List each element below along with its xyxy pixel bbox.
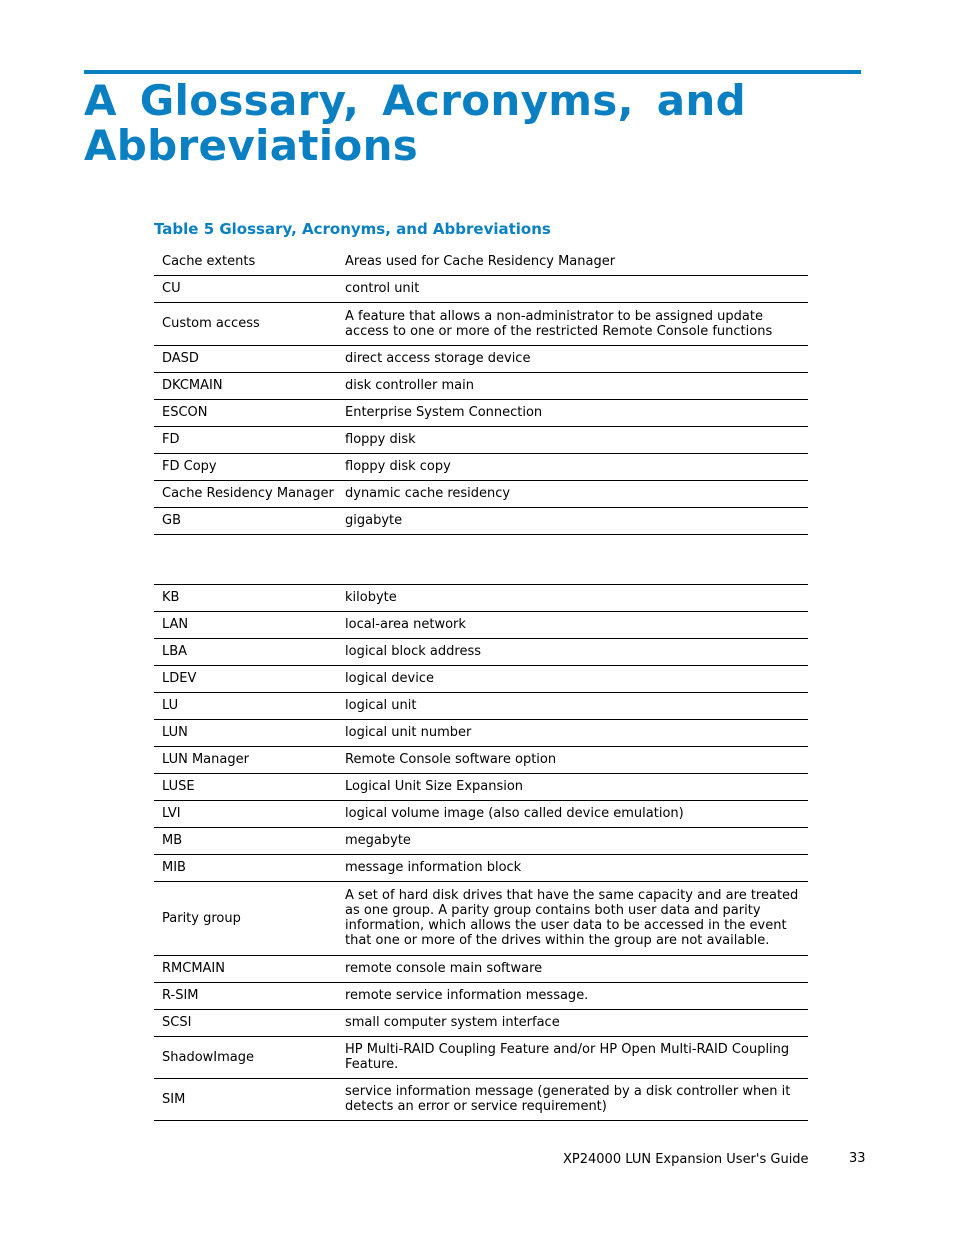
table-row (154, 480, 808, 507)
definition-cell: logical unit (345, 692, 808, 719)
table-row (154, 719, 808, 746)
table-row (154, 372, 808, 399)
definition-cell: message information block (345, 854, 808, 881)
definition-cell: remote console main software (345, 955, 808, 982)
table-row (154, 584, 808, 611)
term-cell: ESCON (154, 399, 345, 426)
table-row (154, 854, 808, 881)
term-cell: LU (154, 692, 345, 719)
table-row (154, 827, 808, 854)
table-row (154, 534, 808, 584)
table-row (154, 746, 808, 773)
term-cell: LDEV (154, 665, 345, 692)
table-row (154, 399, 808, 426)
definition-cell: HP Multi-RAID Coupling Feature and/or HP Open Multi-RAID Coupling Feature. (345, 1036, 808, 1078)
glossary-table (154, 248, 808, 1121)
definition-cell: gigabyte (345, 507, 808, 534)
definition-cell: remote service information message. (345, 982, 808, 1009)
definition-cell: Logical Unit Size Expansion (345, 773, 808, 800)
table-row (154, 345, 808, 372)
definition-cell: logical volume image (also called device emulation) (345, 800, 808, 827)
definition-cell: dynamic cache residency (345, 480, 808, 507)
definition-cell: megabyte (345, 827, 808, 854)
definition-cell: disk controller main (345, 372, 808, 399)
definition-cell: A set of hard disk drives that have the same capacity and are treated as one group. A parity group contains both user data and parity information, which allows the user data to be accessed in the event that one or more of the drives within the group are not available. (345, 881, 808, 955)
table-row (154, 955, 808, 982)
table-row (154, 1078, 808, 1120)
definition-cell: Remote Console software option (345, 746, 808, 773)
definition-cell: logical device (345, 665, 808, 692)
table-row (154, 248, 808, 275)
table-row (154, 611, 808, 638)
term-cell: LUN (154, 719, 345, 746)
definition-cell: control unit (345, 275, 808, 302)
glossary-table-body (154, 248, 808, 1120)
term-cell: Custom access (154, 302, 345, 345)
term-cell: MIB (154, 854, 345, 881)
term-cell: LAN (154, 611, 345, 638)
definition-cell: floppy disk (345, 426, 808, 453)
term-cell: FD (154, 426, 345, 453)
term-cell: CU (154, 275, 345, 302)
definition-cell: floppy disk copy (345, 453, 808, 480)
table-row (154, 982, 808, 1009)
term-cell: RMCMAIN (154, 955, 345, 982)
table-caption: Table 5 Glossary, Acronyms, and Abbreviations (154, 220, 551, 238)
term-cell: Cache Residency Manager (154, 480, 345, 507)
table-row (154, 1009, 808, 1036)
table-row (154, 800, 808, 827)
table-row (154, 275, 808, 302)
definition-cell: service information message (generated by a disk controller when it detects an error or service requirement) (345, 1078, 808, 1120)
table-row (154, 638, 808, 665)
definition-cell: logical unit number (345, 719, 808, 746)
definition-cell (345, 534, 808, 584)
footer-page-number: 33 (849, 1151, 866, 1166)
table-row (154, 1036, 808, 1078)
term-cell: Cache extents (154, 248, 345, 275)
definition-cell: A feature that allows a non-administrator to be assigned update access to one or more of the restricted Remote Console functions (345, 302, 808, 345)
term-cell: LUN Manager (154, 746, 345, 773)
term-cell: DKCMAIN (154, 372, 345, 399)
definition-cell: Enterprise System Connection (345, 399, 808, 426)
term-cell: LVI (154, 800, 345, 827)
definition-cell: Areas used for Cache Residency Manager (345, 248, 808, 275)
term-cell: DASD (154, 345, 345, 372)
chapter-title: A Glossary, Acronyms, and Abbreviations (84, 76, 746, 170)
term-cell: KB (154, 584, 345, 611)
table-row (154, 453, 808, 480)
term-cell: LUSE (154, 773, 345, 800)
chapter-top-rule (84, 70, 861, 74)
table-row (154, 881, 808, 955)
table-row (154, 773, 808, 800)
footer-document-title: XP24000 LUN Expansion User's Guide (563, 1152, 809, 1167)
definition-cell: logical block address (345, 638, 808, 665)
table-row (154, 692, 808, 719)
table-row (154, 507, 808, 534)
definition-cell: direct access storage device (345, 345, 808, 372)
term-cell: SIM (154, 1078, 345, 1120)
term-cell: FD Copy (154, 453, 345, 480)
definition-cell: small computer system interface (345, 1009, 808, 1036)
term-cell: R-SIM (154, 982, 345, 1009)
term-cell: LBA (154, 638, 345, 665)
term-cell: ShadowImage (154, 1036, 345, 1078)
term-cell: SCSI (154, 1009, 345, 1036)
table-row (154, 426, 808, 453)
table-row (154, 302, 808, 345)
table-row (154, 665, 808, 692)
term-cell (154, 534, 345, 584)
definition-cell: kilobyte (345, 584, 808, 611)
term-cell: MB (154, 827, 345, 854)
term-cell: GB (154, 507, 345, 534)
definition-cell: local-area network (345, 611, 808, 638)
term-cell: Parity group (154, 881, 345, 955)
